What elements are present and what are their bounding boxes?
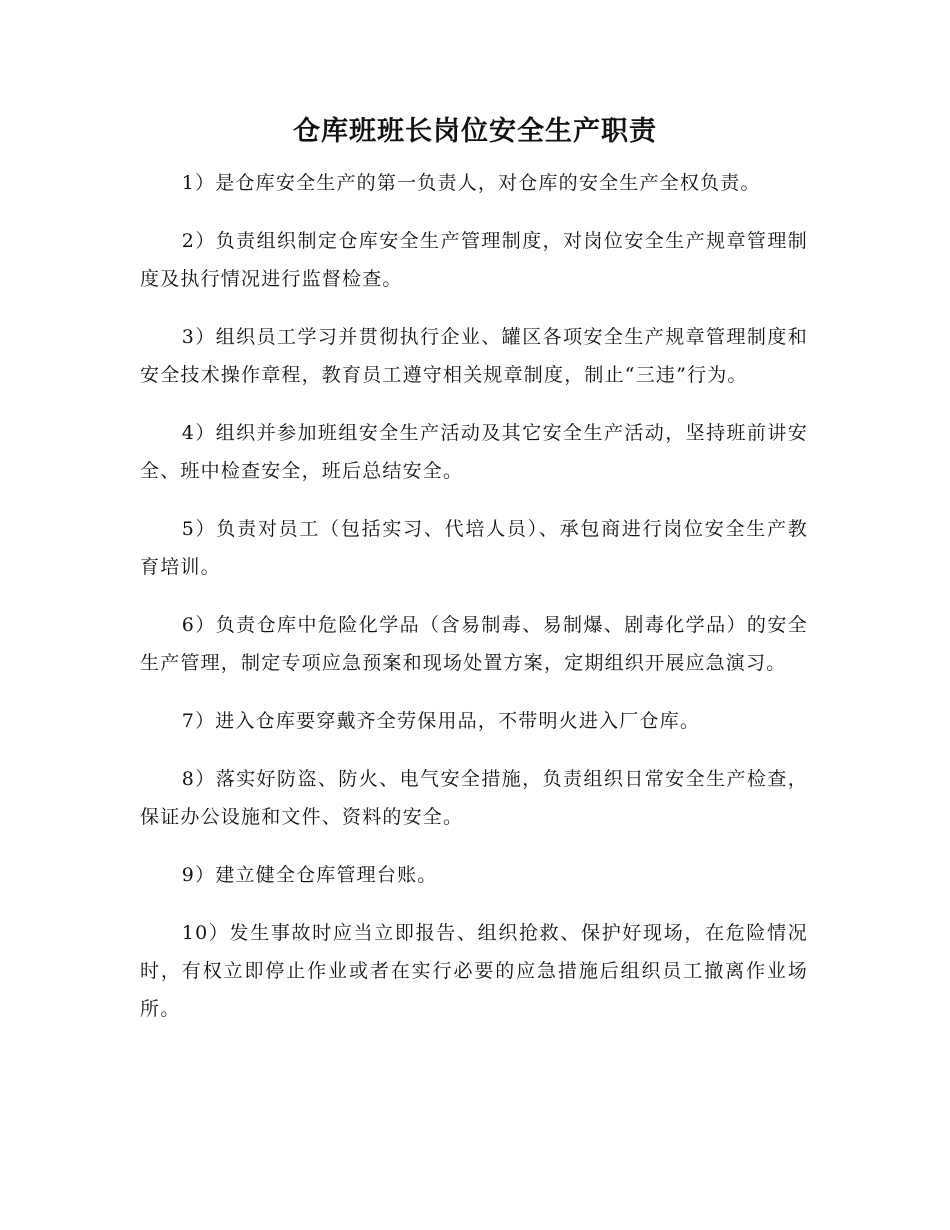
document-title: 仓库班班长岗位安全生产职责 — [293, 116, 657, 147]
paragraph-8: 8）落实好防盗、防火、电气安全措施，负责组织日常安全生产检查，保证办公设施和文件、资料的安全。 — [140, 768, 808, 828]
paragraph-7: 7）进入仓库要穿戴齐全劳保用品，不带明火进入厂仓库。 — [181, 710, 701, 732]
paragraph-1: 1）是仓库安全生产的第一负责人，对仓库的安全生产全权负责。 — [181, 172, 761, 194]
paragraph-9: 9）建立健全仓库管理台账。 — [181, 864, 438, 886]
paragraph-6: 6）负责仓库中危险化学品（含易制毒、易制爆、剧毒化学品）的安全生产管理，制定专项应急预案和现场处置方案，定期组织开展应急演习。 — [140, 614, 808, 674]
paragraph-10: 10）发生事故时应当立即报告、组织抢救、保护好现场，在危险情况时，有权立即停止作业或者在实行必要的应急措施后组织员工撤离作业场所。 — [140, 922, 808, 1020]
document-body — [140, 164, 808, 1048]
paragraph-3: 3）组织员工学习并贯彻执行企业、罐区各项安全生产规章管理制度和安全技术操作章程，教育员工遵守相关规章制度，制止“三违”行为。 — [140, 326, 808, 386]
paragraph-5: 5）负责对员工（包括实习、代培人员）、承包商进行岗位安全生产教育培训。 — [140, 518, 808, 578]
paragraph-2: 2）负责组织制定仓库安全生产管理制度，对岗位安全生产规章管理制度及执行情况进行监督检查。 — [140, 230, 808, 290]
paragraph-4: 4）组织并参加班组安全生产活动及其它安全生产活动，坚持班前讲安全、班中检查安全，班后总结安全。 — [140, 422, 808, 482]
